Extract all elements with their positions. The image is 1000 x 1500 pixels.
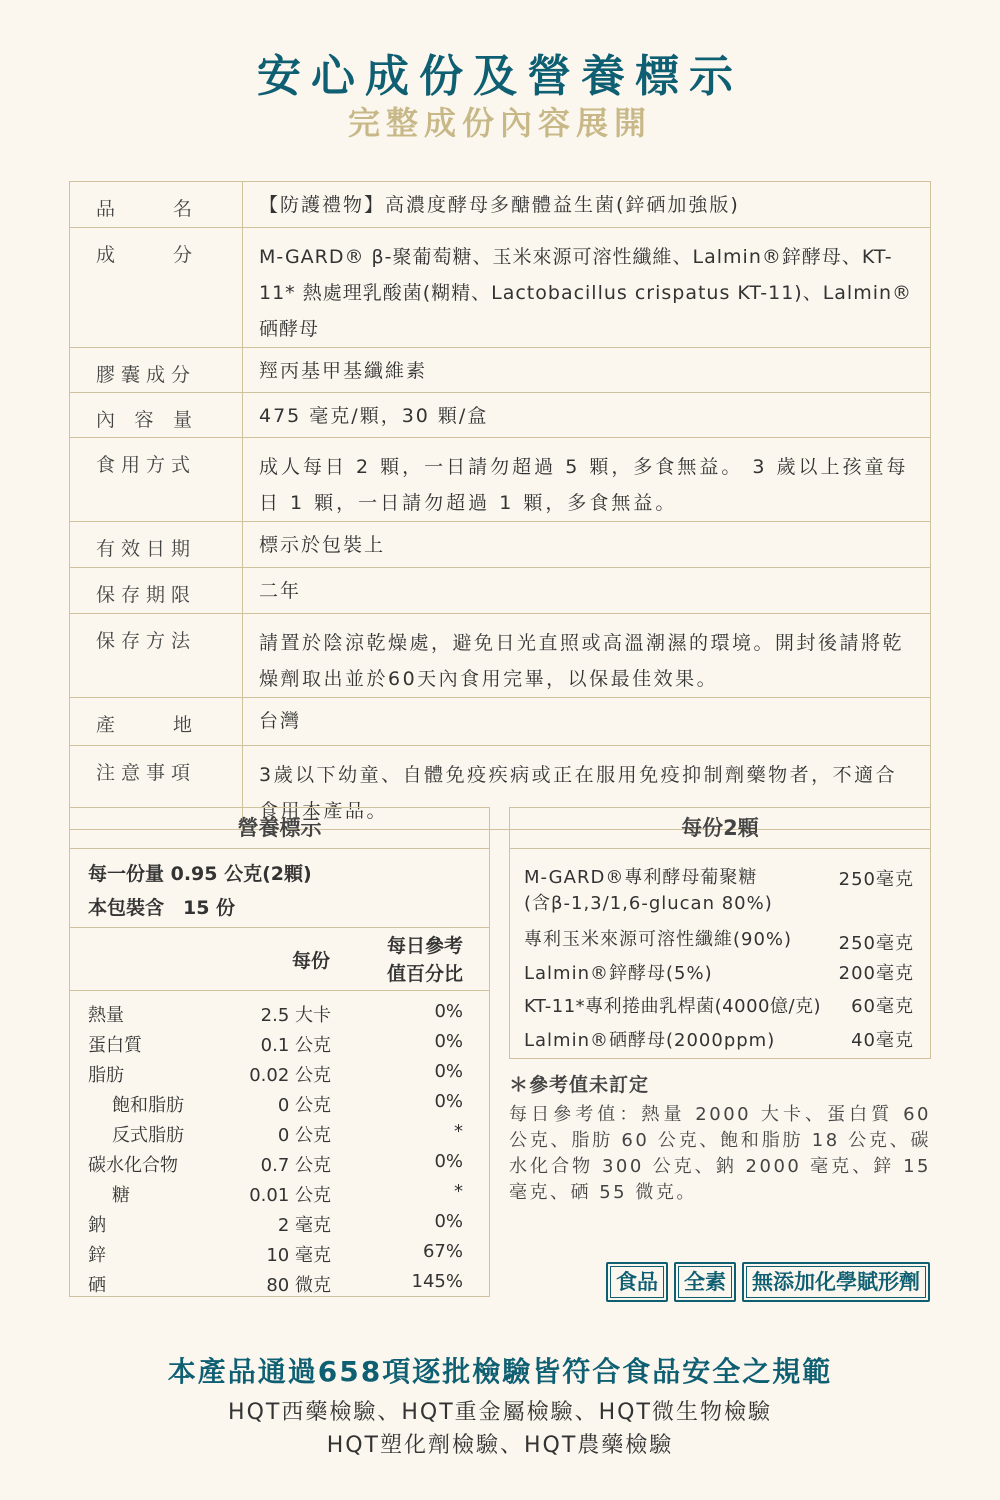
ingredient-row — [510, 923, 930, 957]
ingredient-row — [510, 861, 930, 923]
spec-label — [70, 182, 243, 228]
nutrient-value: 10 毫克 — [266, 1245, 331, 1266]
reference-note — [509, 1072, 931, 1206]
servings-per-pack: 本包裝含 15 份 — [88, 897, 236, 919]
spec-label — [70, 228, 243, 348]
nutrition-row — [70, 1087, 489, 1117]
ingredient-name: KT-11*專利捲曲乳桿菌(4000億/克) — [524, 996, 822, 1017]
ingredient-row — [510, 1024, 930, 1058]
nutrient-value: 2 毫克 — [277, 1215, 331, 1236]
spec-label: 食用方式 — [70, 438, 243, 522]
nutrient-name: 硒 — [88, 1275, 106, 1296]
spec-value: 3歲以下幼童、自體免疫疾病或正在服用免疫抑制劑藥物者，不適合食用本產品。 — [243, 746, 931, 830]
footer-tests-line2: HQT塑化劑檢驗、HQT農藥檢驗 — [326, 1433, 674, 1458]
spec-label — [70, 698, 243, 746]
spec-value: 請置於陰涼乾燥處，避免日光直照或高溫潮濕的環境。開封後請將乾燥劑取出並於60天內食用完畢，以保最佳效果。 — [243, 614, 931, 698]
serving-info — [70, 849, 489, 928]
footer-tests-line1: HQT西藥檢驗、HQT重金屬檢驗、HQT微生物檢驗 — [228, 1400, 772, 1425]
nutrient-name: 碳水化合物 — [88, 1155, 178, 1176]
nutrition-row — [70, 1207, 489, 1237]
nutrition-rows — [70, 991, 489, 1297]
nutrient-name: 飽和脂肪 — [112, 1095, 184, 1116]
nutrition-facts-panel — [69, 807, 490, 1297]
ingredient-name-line2: (含β-1,3/1,6-glucan 80%) — [524, 893, 773, 914]
ingredient-name: 專利玉米來源可溶性纖維(90%) — [524, 929, 793, 950]
nutrient-value: 80 微克 — [266, 1275, 331, 1296]
food-badge: 食品 — [606, 1262, 668, 1302]
nutrient-daily-pct: 0% — [434, 1031, 463, 1052]
ingredient-name-line1: M-GARD®專利酵母葡聚糖 — [524, 867, 758, 888]
ingredients-per-serving-panel — [509, 807, 931, 1059]
nutrient-daily-pct: 0% — [434, 1091, 463, 1112]
spec-label: 膠囊成分 — [70, 348, 243, 393]
spec-label-text: 品 名 — [96, 198, 192, 220]
ingredient-row — [510, 957, 930, 990]
spec-row — [70, 522, 931, 568]
spec-row — [70, 698, 931, 746]
no-additives-badge: 無添加化學賦形劑 — [742, 1262, 930, 1302]
daily-value-header-line2: 值百分比 — [386, 963, 463, 985]
nutrient-daily-pct: 145% — [411, 1271, 463, 1292]
spec-row — [70, 568, 931, 614]
spec-label: 保存方法 — [70, 614, 243, 698]
spec-row — [70, 614, 931, 698]
nutrient-value: 0 公克 — [277, 1095, 331, 1116]
spec-value: 羥丙基甲基纖維素 — [243, 348, 931, 393]
nutrition-row — [70, 1057, 489, 1087]
nutrient-name: 反式脂肪 — [112, 1125, 184, 1146]
product-spec-table — [69, 181, 931, 830]
spec-value: 成人每日 2 顆，一日請勿超過 5 顆，多食無益。 3 歲以上孩童每日 1 顆，一日請勿超過 1 顆，多食無益。 — [243, 438, 931, 522]
ingredient-row — [510, 990, 930, 1024]
nutrient-daily-pct: 0% — [434, 1061, 463, 1082]
nutrient-daily-pct: 0% — [434, 1211, 463, 1232]
nutrition-row — [70, 1027, 489, 1057]
ingredients-title: 每份2顆 — [510, 808, 930, 849]
nutrient-value: 0 公克 — [277, 1125, 331, 1146]
page-subtitle: 完整成份內容展開 — [347, 104, 652, 142]
daily-value-header-line1: 每日參考 — [386, 935, 463, 957]
nutrient-daily-pct: * — [454, 1121, 463, 1142]
spec-value: M-GARD® β-聚葡萄糖、玉米來源可溶性纖維、Lalmin®鋅酵母、KT-11* 熱處理乳酸菌(糊精、Lactobacillus crispatus KT-11)、Lalmin®硒酵母 — [243, 228, 931, 348]
spec-row — [70, 438, 931, 522]
nutrient-name: 脂肪 — [88, 1065, 124, 1086]
nutrient-name: 糖 — [112, 1185, 130, 1206]
nutrition-row — [70, 1147, 489, 1177]
nutrient-name: 鋅 — [88, 1245, 106, 1266]
spec-value: 二年 — [243, 568, 931, 614]
badge-group — [606, 1262, 930, 1302]
nutrient-daily-pct: * — [454, 1181, 463, 1202]
nutrient-value: 0.7 公克 — [260, 1155, 331, 1176]
ingredient-amount: 250毫克 — [838, 869, 914, 890]
spec-label: 有效日期 — [70, 522, 243, 568]
ingredient-amount: 200毫克 — [838, 963, 914, 984]
nutrient-name: 熱量 — [88, 1005, 124, 1026]
spec-value: 台灣 — [243, 698, 931, 746]
ingredient-name: Lalmin®鋅酵母(5%) — [524, 963, 713, 984]
spec-label-text: 內 容 量 — [96, 409, 192, 431]
page-title: 安心成份及營養標示 — [257, 51, 743, 102]
vegan-badge: 全素 — [674, 1262, 736, 1302]
ingredient-name — [524, 865, 773, 917]
spec-label-text: 成 分 — [96, 244, 192, 266]
nutrient-daily-pct: 67% — [422, 1241, 463, 1262]
spec-row — [70, 182, 931, 228]
nutrient-name: 鈉 — [88, 1215, 106, 1236]
nutrient-name: 蛋白質 — [88, 1035, 142, 1056]
nutrition-column-headers — [70, 928, 489, 991]
spec-label: 保存期限 — [70, 568, 243, 614]
nutrient-value: 2.5 大卡 — [260, 1005, 331, 1026]
nutrition-row — [70, 997, 489, 1027]
per-serving-header: 每份 — [292, 950, 331, 972]
nutrition-row — [70, 1117, 489, 1147]
nutrient-daily-pct: 0% — [434, 1001, 463, 1022]
daily-value-header — [387, 932, 463, 988]
nutrient-value: 0.1 公克 — [260, 1035, 331, 1056]
nutrition-title: 營養標示 — [70, 808, 489, 849]
ingredient-name: Lalmin®硒酵母(2000ppm) — [524, 1030, 776, 1051]
nutrient-value: 0.01 公克 — [249, 1185, 331, 1206]
nutrition-row — [70, 1237, 489, 1267]
spec-value: 【防護禮物】高濃度酵母多醣體益生菌(鋅硒加強版) — [243, 182, 931, 228]
reference-note-body: 每日參考值：熱量 2000 大卡、蛋白質 60 公克、脂肪 60 公克、飽和脂肪 18 公克、碳水化合物 300 公克、鈉 2000 毫克、鋅 15 毫克、硒 55 微克。 — [509, 1104, 931, 1203]
ingredient-amount: 250毫克 — [838, 933, 914, 954]
spec-label — [70, 393, 243, 438]
nutrition-row — [70, 1177, 489, 1207]
spec-row — [70, 393, 931, 438]
spec-label-text: 產 地 — [96, 714, 192, 736]
spec-row — [70, 228, 931, 348]
nutrient-daily-pct: 0% — [434, 1151, 463, 1172]
spec-value: 475 毫克/顆，30 顆/盒 — [243, 393, 931, 438]
spec-value: 標示於包裝上 — [243, 522, 931, 568]
nutrition-row — [70, 1267, 489, 1297]
nutrient-value: 0.02 公克 — [249, 1065, 331, 1086]
spec-label: 注意事項 — [70, 746, 243, 830]
ingredient-amount: 40毫克 — [851, 1030, 914, 1051]
ingredient-amount: 60毫克 — [851, 996, 914, 1017]
serving-size: 每一份量 0.95 公克(2顆) — [88, 863, 312, 885]
footer-headline: 本產品通過658項逐批檢驗皆符合食品安全之規範 — [167, 1355, 833, 1388]
reference-note-heading: ＊參考值未訂定 — [509, 1074, 650, 1096]
spec-row — [70, 348, 931, 393]
